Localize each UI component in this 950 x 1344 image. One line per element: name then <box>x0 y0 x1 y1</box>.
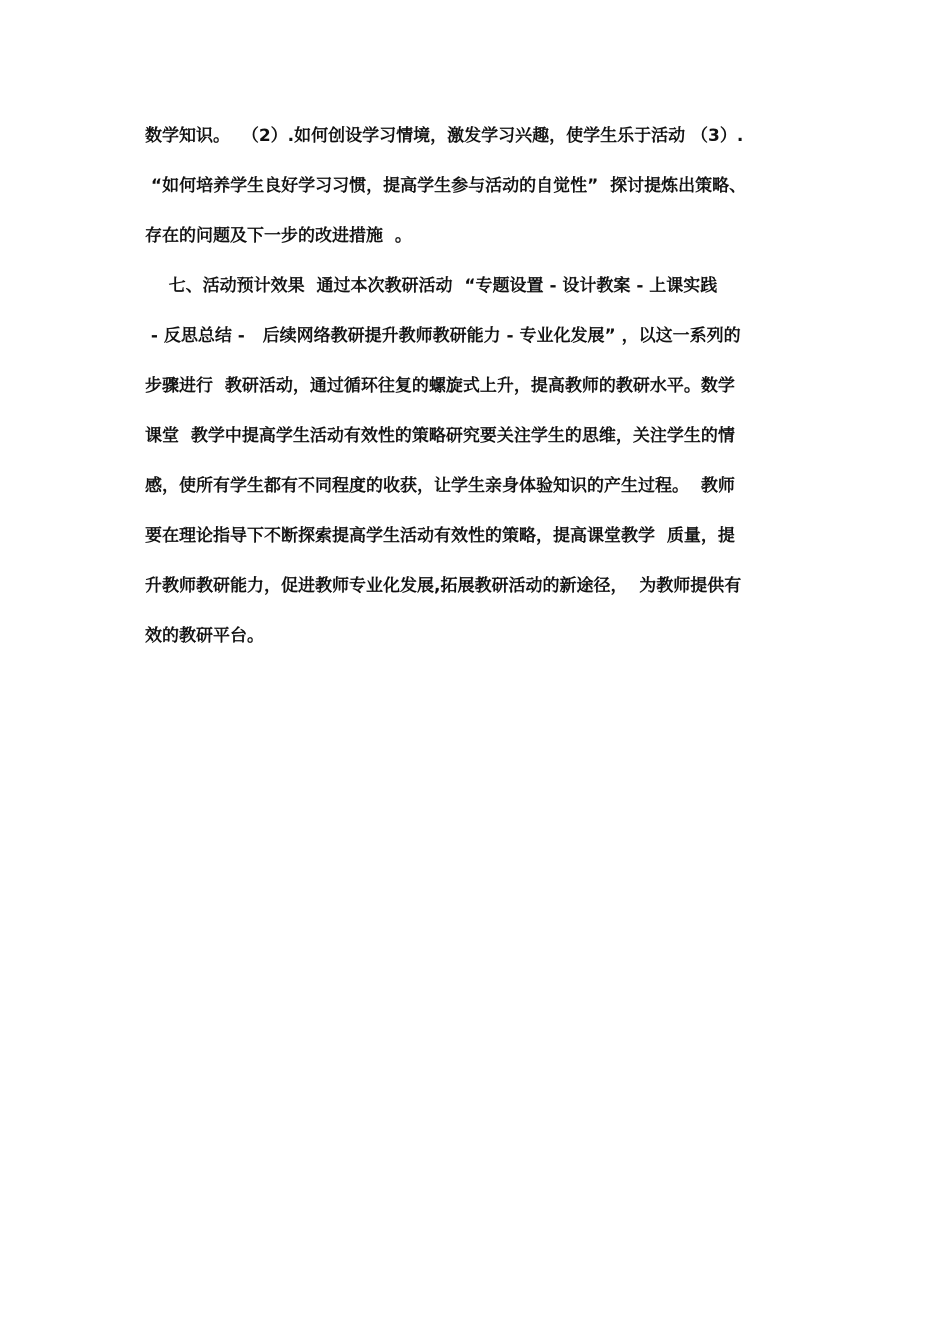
text-line: - 反思总结 - 后续网络教研提升教师教研能力 - 专业化发展” ，以这一系列的 <box>145 326 741 346</box>
text-line: 数学知识。 （2）.如何创设学习情境，激发学习兴趣，使学生乐于活动 （3）. <box>145 126 744 146</box>
text-line: 要在理论指导下不断探索提高学生活动有效性的策略，提高课堂教学 质量，提 <box>145 526 735 546</box>
text-line: “如何培养学生良好学习习惯，提高学生参与活动的自觉性” 探讨提炼出策略、 <box>145 176 747 196</box>
text-line: 存在的问题及下一步的改进措施 。 <box>145 226 412 246</box>
text-line: 步骤进行 教研活动，通过循环往复的螺旋式上升，提高教师的教研水平。数学 <box>145 376 735 396</box>
text-line: 七、活动预计效果 通过本次教研活动 “专题设置 - 设计教案 - 上课实践 <box>145 276 718 296</box>
text-line: 感，使所有学生都有不同程度的收获，让学生亲身体验知识的产生过程。 教师 <box>145 476 735 496</box>
text-line: 课堂 教学中提高学生活动有效性的策略研究要关注学生的思维，关注学生的情 <box>145 426 735 446</box>
text-line: 升教师教研能力，促进教师专业化发展,拓展教研活动的新途径， 为教师提供有 <box>145 576 742 596</box>
text-line: 效的教研平台。 <box>145 626 264 646</box>
